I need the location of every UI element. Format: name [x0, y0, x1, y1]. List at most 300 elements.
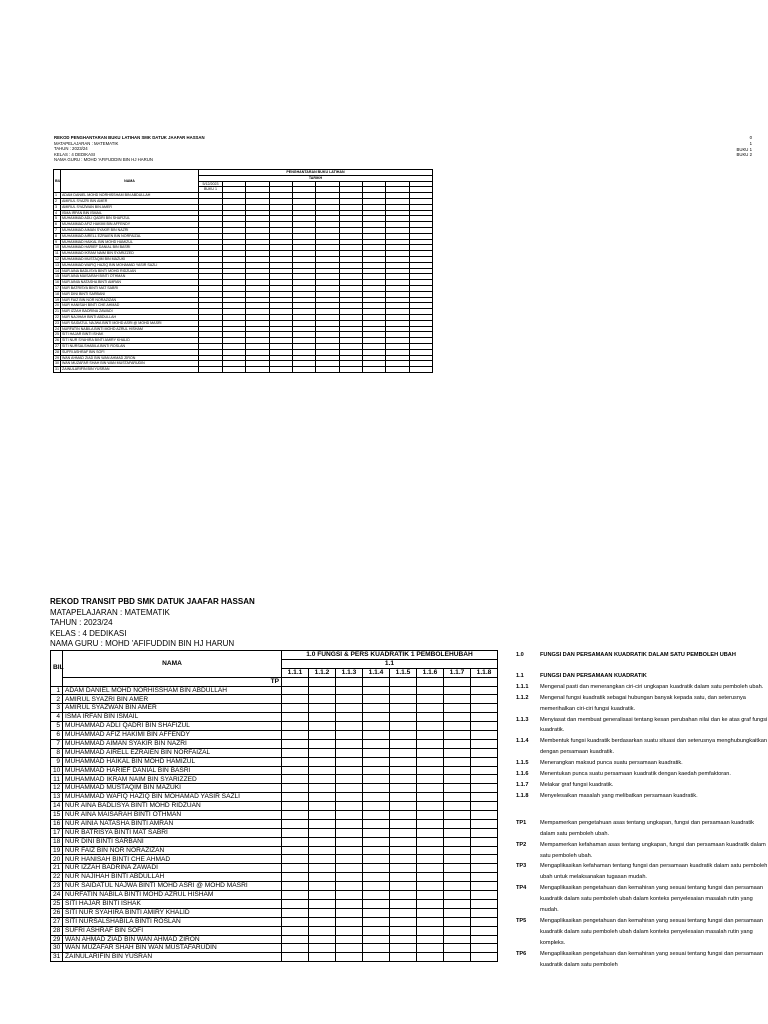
tp-score-cell[interactable] — [282, 917, 309, 926]
tp-score-cell[interactable] — [390, 944, 417, 953]
tp-score-cell[interactable] — [417, 855, 444, 864]
tp-score-cell[interactable] — [444, 819, 471, 828]
tp-score-cell[interactable] — [390, 864, 417, 873]
tp-score-cell[interactable] — [282, 846, 309, 855]
tp-score-cell[interactable] — [444, 713, 471, 722]
tp-score-cell[interactable] — [363, 819, 390, 828]
tp-score-cell[interactable] — [363, 722, 390, 731]
tp-score-cell[interactable] — [282, 908, 309, 917]
tp-score-cell[interactable] — [471, 864, 498, 873]
tp-score-cell[interactable] — [444, 722, 471, 731]
tp-score-cell[interactable] — [282, 766, 309, 775]
main-table-row — [51, 908, 498, 917]
tp-score-cell[interactable] — [417, 846, 444, 855]
tp-score-cell[interactable] — [471, 793, 498, 802]
tp-score-cell[interactable] — [336, 686, 363, 695]
tp-score-cell[interactable] — [444, 873, 471, 882]
tp-score-cell[interactable] — [336, 739, 363, 748]
tp-score-cell[interactable] — [336, 855, 363, 864]
tp-score-cell[interactable] — [336, 882, 363, 891]
tp-score-cell[interactable] — [417, 819, 444, 828]
tp-score-cell[interactable] — [390, 899, 417, 908]
tp-score-cell[interactable] — [390, 882, 417, 891]
tp-score-cell[interactable] — [309, 802, 336, 811]
tp-score-cell[interactable] — [390, 757, 417, 766]
student-name: MUHAMMAD AFIZ HAKIMI BIN AFFENDY — [61, 222, 199, 228]
tp-score-cell[interactable] — [471, 837, 498, 846]
tp-score-cell[interactable] — [471, 802, 498, 811]
tp-score-cell[interactable] — [363, 704, 390, 713]
tp-score-cell[interactable] — [471, 695, 498, 704]
tp-score-cell[interactable] — [309, 882, 336, 891]
tp-score-cell[interactable] — [282, 819, 309, 828]
row-number: 2 — [51, 695, 63, 704]
tp-score-cell[interactable] — [363, 766, 390, 775]
tp-score-cell[interactable] — [417, 686, 444, 695]
tp-score-cell[interactable] — [282, 739, 309, 748]
top-date-cell: 5/12/2023 — [199, 181, 223, 187]
tp-score-cell[interactable] — [444, 739, 471, 748]
tp-score-cell[interactable] — [390, 855, 417, 864]
tp-score-cell[interactable] — [417, 926, 444, 935]
description-item — [516, 736, 768, 758]
tp-score-cell[interactable] — [363, 731, 390, 740]
tp-score-cell[interactable] — [444, 748, 471, 757]
tp-score-cell[interactable] — [336, 944, 363, 953]
tp-score-cell[interactable] — [336, 766, 363, 775]
bottom-class: KELAS : 4 DEDIKASI — [50, 628, 127, 638]
tp-score-cell[interactable] — [363, 686, 390, 695]
tp-score-cell[interactable] — [336, 819, 363, 828]
tp-score-cell[interactable] — [309, 837, 336, 846]
tp-score-cell[interactable] — [363, 944, 390, 953]
tp-score-cell[interactable] — [444, 811, 471, 820]
top-sub-header: TARIKH — [199, 175, 433, 181]
tp-score-cell[interactable] — [363, 802, 390, 811]
tp-score-cell[interactable] — [363, 873, 390, 882]
row-number: 15 — [55, 274, 59, 279]
description-item — [516, 861, 768, 883]
tp-score-cell[interactable] — [444, 891, 471, 900]
tp-score-cell[interactable] — [282, 891, 309, 900]
tp-score-cell[interactable] — [309, 891, 336, 900]
tp-score-cell[interactable] — [309, 775, 336, 784]
tp-score-cell[interactable] — [444, 757, 471, 766]
tp-score-cell[interactable] — [471, 713, 498, 722]
tp-score-cell[interactable] — [282, 757, 309, 766]
submission-cell[interactable] — [246, 367, 269, 373]
tp-score-cell[interactable] — [336, 908, 363, 917]
tp-score-cell[interactable] — [363, 882, 390, 891]
tp-score-cell[interactable] — [309, 722, 336, 731]
tp-score-cell[interactable] — [309, 828, 336, 837]
tp-score-cell[interactable] — [444, 837, 471, 846]
tp-score-cell[interactable] — [417, 873, 444, 882]
main-table-row — [51, 757, 498, 766]
tp-score-cell[interactable] — [363, 926, 390, 935]
description-item — [516, 758, 768, 769]
tp-score-cell[interactable] — [336, 713, 363, 722]
tp-score-cell[interactable] — [309, 766, 336, 775]
tp-score-cell[interactable] — [363, 784, 390, 793]
row-number: 3 — [51, 704, 63, 713]
tp-score-cell[interactable] — [390, 935, 417, 944]
tp-score-cell[interactable] — [363, 935, 390, 944]
student-name: ADAM DANIEL MOHD NORHISSHAM BIN ABDULLAH — [61, 193, 199, 199]
tp-score-cell[interactable] — [336, 722, 363, 731]
tp-score-cell[interactable] — [282, 828, 309, 837]
tp-score-cell[interactable] — [336, 757, 363, 766]
tp-score-cell[interactable] — [309, 784, 336, 793]
tp-score-cell[interactable] — [471, 775, 498, 784]
tp-score-cell[interactable] — [417, 748, 444, 757]
tp-score-cell[interactable] — [336, 784, 363, 793]
tp-score-cell[interactable] — [417, 784, 444, 793]
student-name: ZAINULARIFIN BIN YUSRAN — [63, 953, 282, 962]
tp-score-cell[interactable] — [309, 846, 336, 855]
tp-score-cell[interactable] — [390, 819, 417, 828]
tp-score-cell[interactable] — [336, 802, 363, 811]
tp-score-cell[interactable] — [309, 953, 336, 962]
tp-score-cell[interactable] — [309, 704, 336, 713]
tp-score-cell[interactable] — [471, 731, 498, 740]
row-number: 25 — [51, 899, 63, 908]
tp-score-cell[interactable] — [336, 917, 363, 926]
tp-score-cell[interactable] — [444, 775, 471, 784]
tp-score-cell[interactable] — [363, 739, 390, 748]
tp-score-cell[interactable] — [444, 944, 471, 953]
tp-score-cell[interactable] — [471, 704, 498, 713]
item-code: 1.1.7 — [516, 781, 529, 788]
spacer — [516, 661, 768, 671]
tp-score-cell[interactable] — [417, 722, 444, 731]
tp-score-cell[interactable] — [444, 828, 471, 837]
submission-cell[interactable] — [269, 367, 292, 373]
tp-score-cell[interactable] — [417, 882, 444, 891]
tp-score-cell[interactable] — [390, 686, 417, 695]
tp-score-cell[interactable] — [282, 802, 309, 811]
submission-cell[interactable] — [386, 367, 409, 373]
tp-score-cell[interactable] — [471, 722, 498, 731]
tp-score-cell[interactable] — [390, 748, 417, 757]
tp-score-cell[interactable] — [336, 846, 363, 855]
tp-score-cell[interactable] — [336, 864, 363, 873]
tp-score-cell[interactable] — [471, 935, 498, 944]
row-number: 29 — [55, 355, 59, 360]
tp-score-cell[interactable] — [336, 731, 363, 740]
tp-score-cell[interactable] — [282, 775, 309, 784]
tp-score-cell[interactable] — [390, 828, 417, 837]
top-col-nama: NAMA — [61, 170, 199, 193]
tp-score-cell[interactable] — [390, 908, 417, 917]
tp-score-cell[interactable] — [390, 846, 417, 855]
tp-score-cell[interactable] — [309, 926, 336, 935]
tp-score-cell[interactable] — [471, 882, 498, 891]
tp-score-cell[interactable] — [336, 935, 363, 944]
item-code: 1.1.5 — [516, 760, 529, 767]
tp-score-cell[interactable] — [471, 855, 498, 864]
tp-score-cell[interactable] — [363, 793, 390, 802]
main-table-row — [51, 766, 498, 775]
tp-score-cell[interactable] — [390, 739, 417, 748]
tp-score-cell[interactable] — [336, 793, 363, 802]
tp-score-cell[interactable] — [282, 899, 309, 908]
tp-score-cell[interactable] — [390, 953, 417, 962]
tp-score-cell[interactable] — [282, 713, 309, 722]
main-table-row — [51, 882, 498, 891]
tp-score-cell[interactable] — [309, 908, 336, 917]
tp-score-cell[interactable] — [309, 748, 336, 757]
tp-score-cell[interactable] — [444, 926, 471, 935]
tp-score-cell[interactable] — [363, 713, 390, 722]
top-title: REKOD PENGHANTARAN BUKU LATIHAN SMK DATUK JAAFAR HASSAN — [54, 135, 205, 140]
tp-score-cell[interactable] — [417, 713, 444, 722]
item-code: TP6 — [516, 950, 527, 957]
tp-score-cell[interactable] — [417, 775, 444, 784]
tp-score-cell[interactable] — [336, 926, 363, 935]
tp-score-cell[interactable] — [444, 882, 471, 891]
tp-score-cell[interactable] — [417, 811, 444, 820]
student-name: NUR AINA MAISARAH BINTI OTHMAN — [63, 811, 282, 820]
tp-score-cell[interactable] — [363, 748, 390, 757]
tp-score-cell[interactable] — [336, 953, 363, 962]
tp-score-cell[interactable] — [444, 864, 471, 873]
tp-score-cell[interactable] — [390, 873, 417, 882]
tp-score-cell[interactable] — [444, 855, 471, 864]
tp-score-cell[interactable] — [417, 704, 444, 713]
item-text: Menentukan punca suatu persamaan kuadratik dengan kaedah pemfaktoran. — [540, 771, 731, 778]
tp-score-cell[interactable] — [336, 891, 363, 900]
tp-score-cell[interactable] — [417, 837, 444, 846]
tp-score-cell[interactable] — [417, 828, 444, 837]
tp-score-cell[interactable] — [309, 917, 336, 926]
description-item — [516, 769, 768, 780]
tp-score-cell[interactable] — [282, 722, 309, 731]
tp-score-cell[interactable] — [390, 784, 417, 793]
tp-score-cell[interactable] — [309, 855, 336, 864]
submission-cell[interactable] — [339, 367, 362, 373]
tp-score-cell[interactable] — [417, 953, 444, 962]
submission-cell[interactable] — [199, 367, 223, 373]
tp-score-cell[interactable] — [444, 686, 471, 695]
tp-score-cell[interactable] — [390, 704, 417, 713]
student-name: NUR IZZAH BADRINA ZAWADI — [63, 864, 282, 873]
submission-cell[interactable] — [316, 367, 339, 373]
tp-score-cell[interactable] — [282, 837, 309, 846]
tp-score-cell[interactable] — [417, 731, 444, 740]
tp-score-cell[interactable] — [444, 935, 471, 944]
submission-cell[interactable] — [223, 367, 246, 373]
tp-score-cell[interactable] — [363, 811, 390, 820]
student-name: NUR NAJIHAH BINTI ABDULLAH — [63, 873, 282, 882]
tp-score-cell[interactable] — [390, 775, 417, 784]
tp-score-cell[interactable] — [471, 766, 498, 775]
tp-score-cell[interactable] — [390, 837, 417, 846]
tp-score-cell[interactable] — [309, 811, 336, 820]
tp-score-cell[interactable] — [363, 846, 390, 855]
tp-score-cell[interactable] — [336, 775, 363, 784]
tp-score-cell[interactable] — [282, 704, 309, 713]
row-number: 9 — [51, 757, 63, 766]
tp-score-cell[interactable] — [309, 686, 336, 695]
tp-score-cell[interactable] — [417, 917, 444, 926]
tp-score-cell[interactable] — [390, 926, 417, 935]
tp-score-cell[interactable] — [363, 953, 390, 962]
tp-score-cell[interactable] — [282, 793, 309, 802]
tp-score-cell[interactable] — [444, 784, 471, 793]
tp-score-cell[interactable] — [282, 855, 309, 864]
tp-score-cell[interactable] — [471, 917, 498, 926]
tp-score-cell[interactable] — [282, 926, 309, 935]
tp-score-cell[interactable] — [309, 739, 336, 748]
tp-score-cell[interactable] — [471, 873, 498, 882]
tp-score-cell[interactable] — [363, 855, 390, 864]
tp-score-cell[interactable] — [444, 917, 471, 926]
tp-score-cell[interactable] — [336, 811, 363, 820]
tp-score-cell[interactable] — [444, 802, 471, 811]
tp-score-cell[interactable] — [363, 828, 390, 837]
student-name: NUR AINIA NATASHA BINTI AMRAN — [61, 280, 199, 286]
tp-score-cell[interactable] — [417, 766, 444, 775]
tp-score-cell[interactable] — [390, 713, 417, 722]
tp-score-cell[interactable] — [471, 748, 498, 757]
tp-score-cell[interactable] — [309, 731, 336, 740]
tp-score-cell[interactable] — [417, 739, 444, 748]
student-name: ADAM DANIEL MOHD NORHISSHAM BIN ABDULLAH — [63, 686, 282, 695]
tp-score-cell[interactable] — [417, 899, 444, 908]
tp-score-cell[interactable] — [282, 784, 309, 793]
tp-score-cell[interactable] — [390, 802, 417, 811]
tp-score-cell[interactable] — [309, 757, 336, 766]
tp-score-cell[interactable] — [471, 899, 498, 908]
tp-score-cell[interactable] — [336, 748, 363, 757]
tp-score-cell[interactable] — [363, 775, 390, 784]
row-number: 11 — [51, 775, 63, 784]
tp-score-cell[interactable] — [363, 837, 390, 846]
tp-score-cell[interactable] — [444, 908, 471, 917]
tp-score-cell[interactable] — [282, 935, 309, 944]
tp-score-cell[interactable] — [390, 722, 417, 731]
tp-score-cell[interactable] — [390, 811, 417, 820]
tp-score-cell[interactable] — [363, 891, 390, 900]
tp-score-cell[interactable] — [390, 695, 417, 704]
tp-score-cell[interactable] — [363, 695, 390, 704]
tp-score-cell[interactable] — [417, 864, 444, 873]
tp-score-cell[interactable] — [336, 899, 363, 908]
tp-score-cell[interactable] — [471, 819, 498, 828]
tp-score-cell[interactable] — [417, 695, 444, 704]
tp-score-cell[interactable] — [471, 891, 498, 900]
tp-score-cell[interactable] — [471, 828, 498, 837]
tp-score-cell[interactable] — [390, 731, 417, 740]
top-right-info-line: 1 — [749, 140, 752, 146]
tp-score-cell[interactable] — [417, 757, 444, 766]
tp-score-cell[interactable] — [336, 704, 363, 713]
tp-score-cell[interactable] — [417, 935, 444, 944]
tp-score-cell[interactable] — [471, 944, 498, 953]
tp-score-cell[interactable] — [336, 695, 363, 704]
tp-score-cell[interactable] — [444, 695, 471, 704]
tp-score-cell[interactable] — [471, 784, 498, 793]
submission-cell[interactable] — [409, 367, 432, 373]
row-number: 29 — [51, 935, 63, 944]
tp-score-cell[interactable] — [282, 953, 309, 962]
tp-score-cell[interactable] — [444, 704, 471, 713]
tp-score-cell[interactable] — [309, 944, 336, 953]
tp-score-cell[interactable] — [417, 944, 444, 953]
tp-score-cell[interactable] — [444, 731, 471, 740]
student-name: AMIRUL SYAZWAN BIN AMER — [63, 704, 282, 713]
submission-cell[interactable] — [362, 367, 385, 373]
tp-score-cell[interactable] — [417, 891, 444, 900]
item-text: Mengenal fungsi kuadratik sebagai hubungan banyak kepada satu, dan seterusnya memerihalkan ciri-ciri fungsi kuadratik. — [540, 694, 746, 712]
tp-score-cell[interactable] — [363, 908, 390, 917]
tp-score-cell[interactable] — [444, 953, 471, 962]
tp-score-cell[interactable] — [417, 793, 444, 802]
tp-score-cell[interactable] — [471, 686, 498, 695]
student-name: NUR AINA BADLISYA BINTI MOHD RIDZUAN — [63, 802, 282, 811]
tp-score-cell[interactable] — [471, 757, 498, 766]
student-name: MUHAMMAD WAFIQ HAZIQ BIN MOHAMAD YASIR SAZLI — [63, 793, 282, 802]
tp-score-cell[interactable] — [282, 864, 309, 873]
tp-score-cell[interactable] — [309, 899, 336, 908]
tp-score-cell[interactable] — [390, 766, 417, 775]
tp-score-cell[interactable] — [363, 864, 390, 873]
tp-score-cell[interactable] — [309, 793, 336, 802]
tp-score-cell[interactable] — [282, 944, 309, 953]
submission-cell[interactable] — [292, 367, 315, 373]
tp-score-cell[interactable] — [363, 757, 390, 766]
tp-score-cell[interactable] — [282, 686, 309, 695]
tp-score-cell[interactable] — [282, 731, 309, 740]
tp-score-cell[interactable] — [444, 846, 471, 855]
tp-score-cell[interactable] — [444, 899, 471, 908]
tp-score-cell[interactable] — [282, 873, 309, 882]
tp-score-cell[interactable] — [471, 811, 498, 820]
tp-score-cell[interactable] — [390, 917, 417, 926]
tp-score-cell[interactable] — [471, 953, 498, 962]
tp-score-cell[interactable] — [282, 882, 309, 891]
tp-score-cell[interactable] — [363, 899, 390, 908]
tp-score-cell[interactable] — [309, 873, 336, 882]
tp-score-cell[interactable] — [309, 935, 336, 944]
tp-score-cell[interactable] — [471, 908, 498, 917]
tp-score-cell[interactable] — [471, 739, 498, 748]
tp-score-cell[interactable] — [336, 873, 363, 882]
tp-score-cell[interactable] — [309, 864, 336, 873]
tp-score-cell[interactable] — [282, 811, 309, 820]
tp-score-cell[interactable] — [417, 802, 444, 811]
tp-score-cell[interactable] — [417, 908, 444, 917]
tp-score-cell[interactable] — [309, 695, 336, 704]
tp-score-cell[interactable] — [336, 828, 363, 837]
tp-score-cell[interactable] — [363, 917, 390, 926]
tp-score-cell[interactable] — [309, 819, 336, 828]
tp-score-cell[interactable] — [336, 837, 363, 846]
tp-score-cell[interactable] — [471, 846, 498, 855]
tp-score-cell[interactable] — [390, 891, 417, 900]
tp-empty-cell — [444, 677, 471, 686]
item-text: Mengaplikasikan kefahaman tentang fungsi dan persamaan kuadratik dalam satu pemboleh ubah untuk melaksanakan tugasan mudah. — [540, 863, 768, 881]
tp-score-cell[interactable] — [390, 793, 417, 802]
tp-score-cell[interactable] — [444, 766, 471, 775]
tp-score-cell[interactable] — [309, 713, 336, 722]
tp-score-cell[interactable] — [282, 748, 309, 757]
performance-levels — [516, 818, 768, 971]
tp-score-cell[interactable] — [471, 926, 498, 935]
tp-score-cell[interactable] — [444, 793, 471, 802]
tp-score-cell[interactable] — [282, 695, 309, 704]
